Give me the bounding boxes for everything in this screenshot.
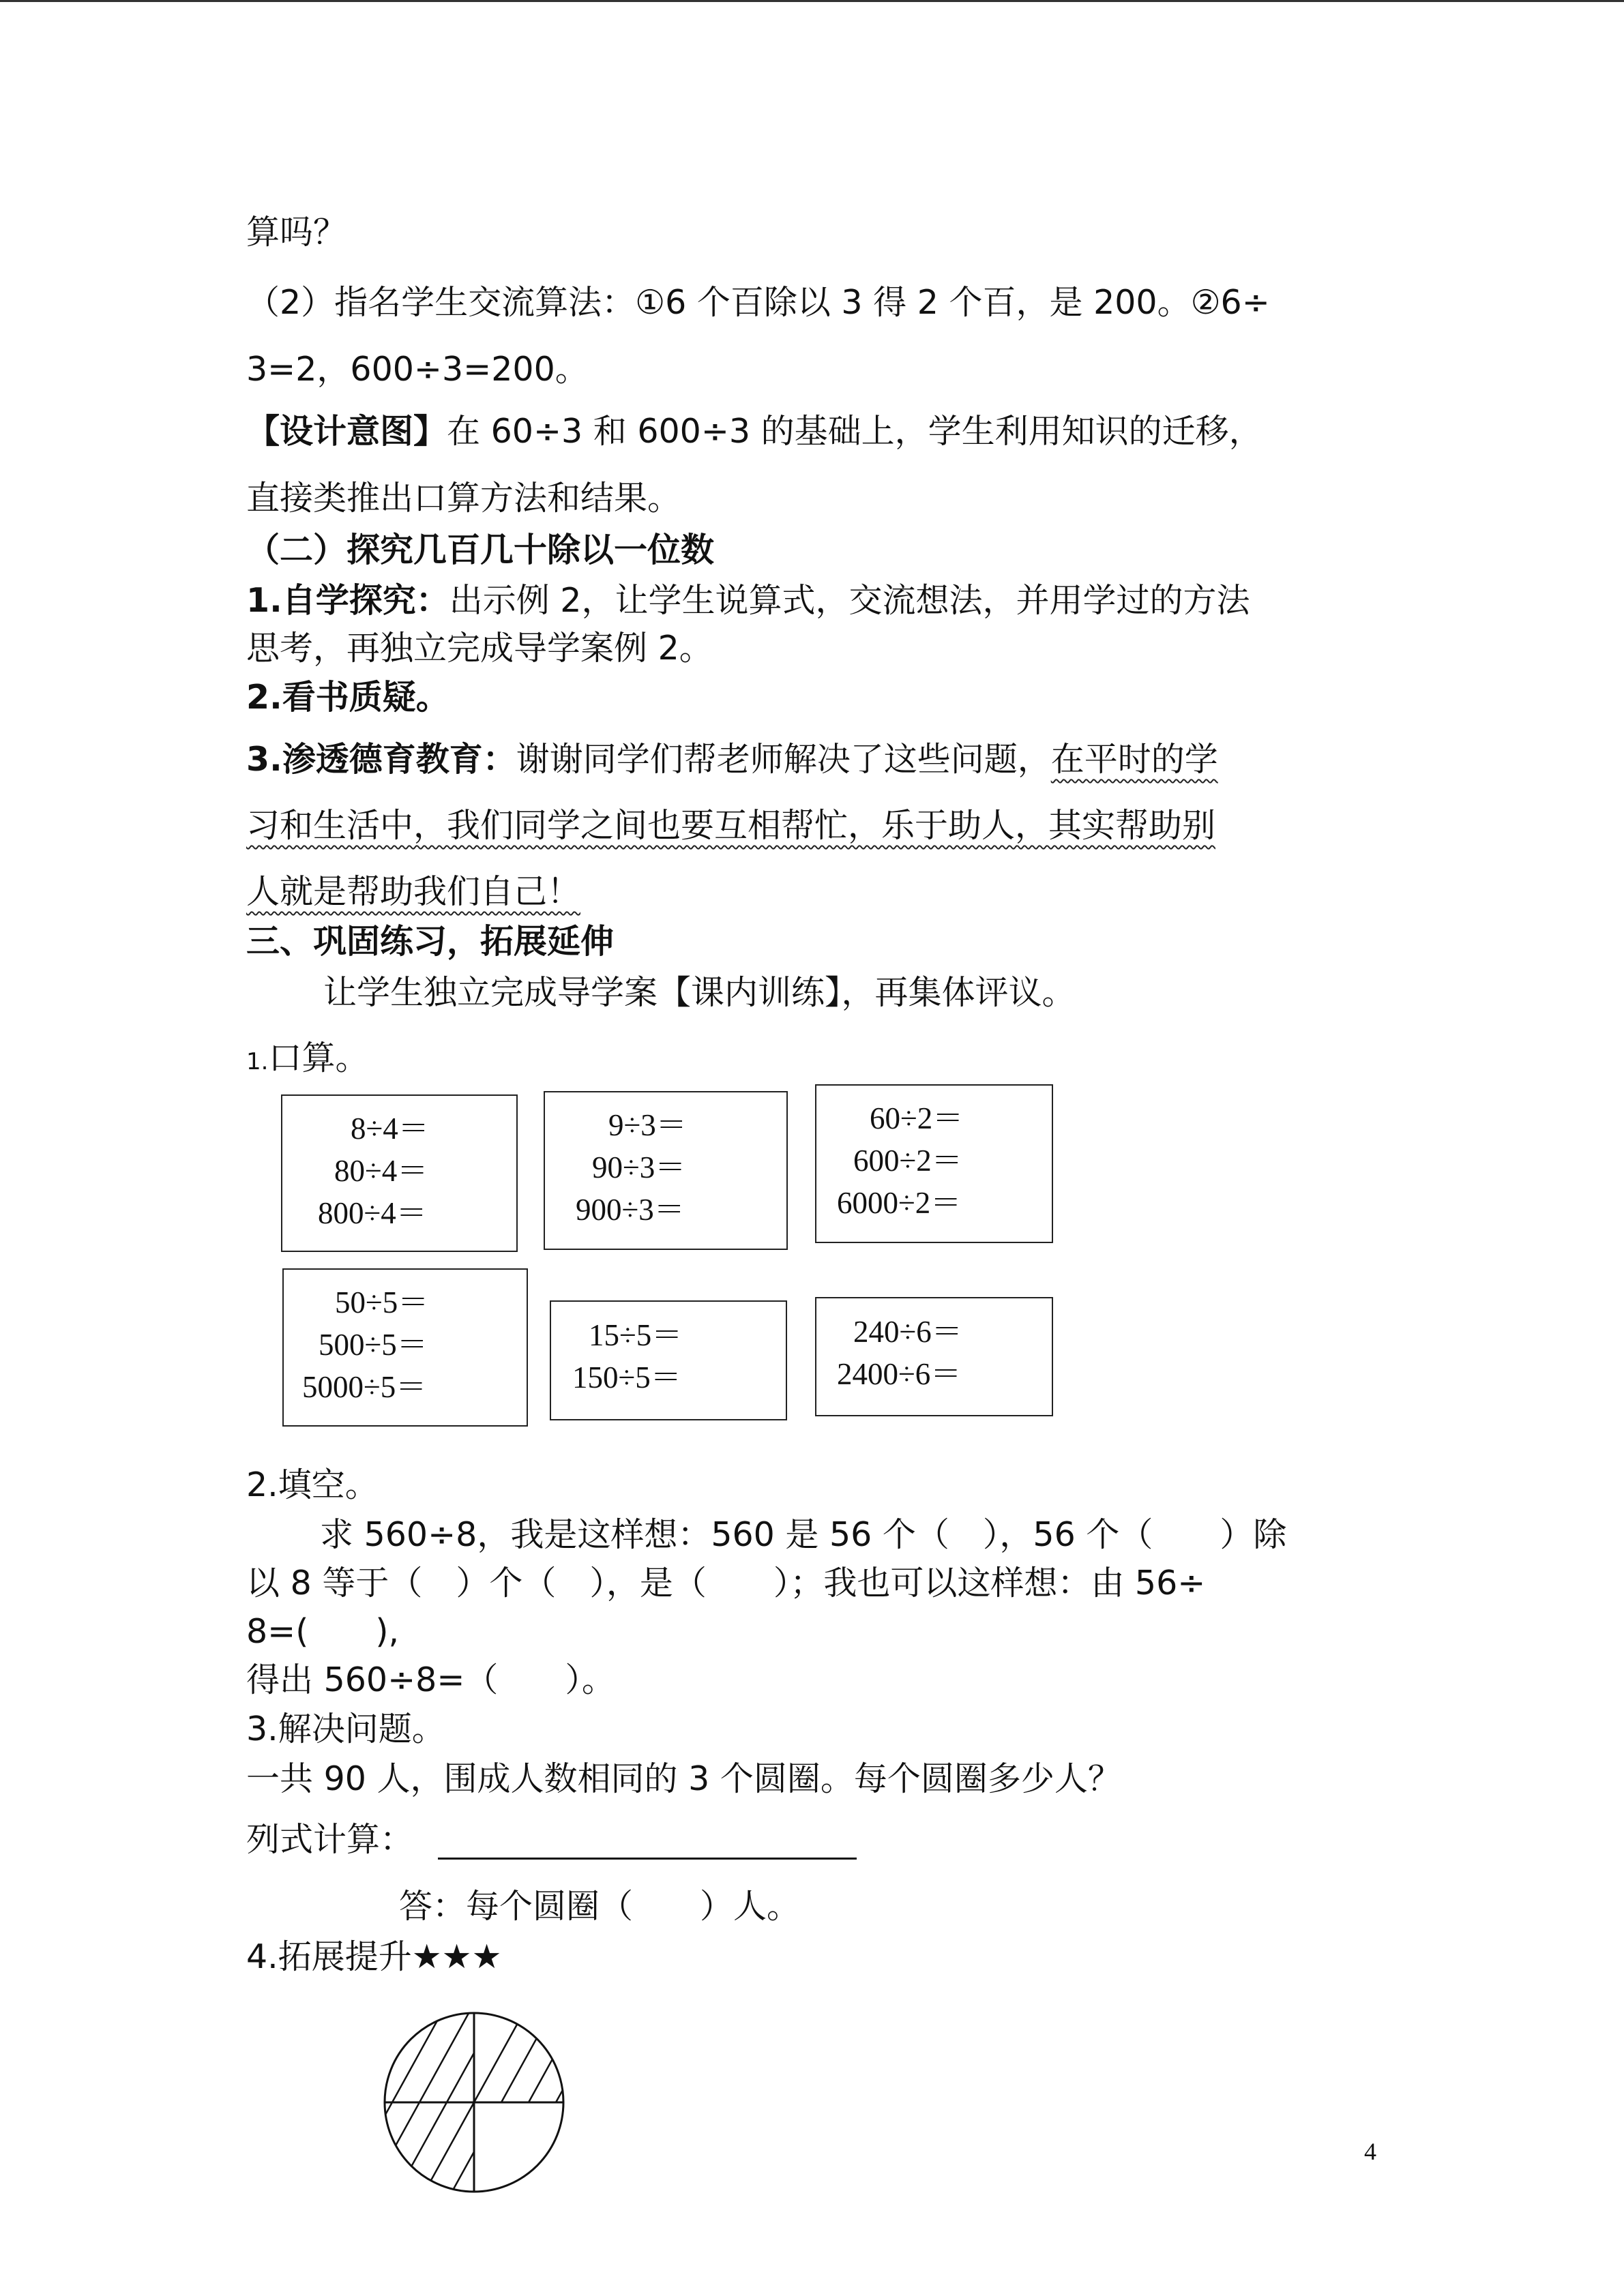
text-line: 思考，再独立完成导学案例 2。: [246, 629, 713, 668]
moral-education-label: 3.渗透德育教育：: [246, 740, 516, 779]
self-study-line: [246, 581, 1250, 620]
text-line: 算吗？: [246, 213, 347, 252]
calc-equation: 6000÷2＝: [837, 1186, 962, 1220]
calc-box: [282, 1268, 528, 1427]
calc-equation: 600÷2＝: [853, 1144, 962, 1178]
wavy-underlined-text: 人就是帮助我们自己！: [246, 872, 581, 911]
design-intent-text: 在 60÷3 和 600÷3 的基础上，学生利用知识的迁移，: [447, 412, 1263, 451]
design-intent-line: [246, 412, 1263, 451]
section-heading: （二）探究几百几十除以一位数: [246, 531, 715, 569]
fill-blank-line: 以 8 等于（ ）个（ ），是（ ）；我也可以这样想：由 56÷: [246, 1564, 1206, 1602]
calc-equation: 60÷2＝: [870, 1101, 964, 1135]
shaded-circle-figure: [379, 2003, 570, 2201]
section-heading: 三、巩固练习，拓展延伸: [246, 922, 615, 961]
read-question-heading: 2.看书质疑。: [246, 678, 449, 717]
calc-box: [815, 1084, 1053, 1243]
self-study-text: 出示例 2，让学生说算式，交流想法，并用学过的方法: [449, 581, 1250, 620]
fill-blank-line: 得出 560÷8=（ ）。: [246, 1660, 615, 1699]
text-line: 让学生独立完成导学案【课内训练】，再集体评议。: [323, 973, 1076, 1012]
calc-equation: 50÷5＝: [335, 1285, 429, 1320]
calc-box: [550, 1300, 787, 1420]
question-1-number: 1.: [246, 1048, 269, 1075]
answer-blank-line: [438, 1858, 857, 1860]
text-line: 直接类推出口算方法和结果。: [246, 479, 681, 518]
calc-equation: 90÷3＝: [592, 1150, 686, 1184]
page-number: 4: [1364, 2138, 1376, 2165]
word-problem-text: 一共 90 人，围成人数相同的 3 个圆圈。每个圆圈多少人？: [246, 1759, 1121, 1798]
design-intent-label: 【设计意图】: [246, 412, 447, 451]
moral-education-text: 谢谢同学们帮老师解决了这些问题，: [516, 740, 1051, 779]
calc-equation: 80÷4＝: [334, 1154, 428, 1188]
fill-blank-line: 8=( ),: [246, 1612, 400, 1651]
text-line: （2）指名学生交流算法：①6 个百除以 3 得 2 个百，是 200。②6÷: [246, 283, 1270, 322]
calc-equation: 15÷5＝: [589, 1318, 683, 1352]
question-1-text: 口算。: [268, 1039, 369, 1077]
formula-label: 列式计算：: [246, 1820, 414, 1859]
wavy-underlined-text: 习和生活中，我们同学之间也要互相帮忙，乐于助人，其实帮助别: [246, 806, 1216, 845]
calc-equation: 240÷6＝: [853, 1315, 962, 1349]
calc-equation: 5000÷5＝: [302, 1370, 427, 1404]
question-3-title: 3.解决问题。: [246, 1710, 445, 1748]
calc-equation: 8÷4＝: [351, 1112, 429, 1146]
calc-box: [544, 1091, 788, 1250]
question-4-title: 4.拓展提升★★★: [246, 1937, 502, 1976]
question-1-title: [246, 1041, 368, 1075]
self-study-label: 1.自学探究：: [246, 581, 449, 620]
fill-blank-line: 求 560÷8，我是这样想：560 是 56 个（ ），56 个（ ）除: [320, 1515, 1287, 1554]
text-line: 3=2，600÷3=200。: [246, 350, 589, 389]
calc-equation: 900÷3＝: [576, 1193, 685, 1227]
answer-line-text: 答：每个圆圈（ ）人。: [399, 1887, 801, 1926]
calc-equation: 500÷5＝: [319, 1328, 428, 1362]
calc-equation: 150÷5＝: [572, 1360, 681, 1395]
top-border: [0, 0, 1624, 2]
calc-equation: 800÷4＝: [318, 1196, 427, 1230]
calc-box: [281, 1094, 518, 1252]
calc-equation: 2400÷6＝: [837, 1357, 962, 1391]
calc-box: [815, 1297, 1053, 1416]
calc-equation: 9÷3＝: [608, 1108, 687, 1142]
wavy-underlined-text: 在平时的学: [1050, 740, 1218, 779]
question-2-title: 2.填空。: [246, 1465, 379, 1504]
moral-education-line: [246, 740, 1218, 779]
